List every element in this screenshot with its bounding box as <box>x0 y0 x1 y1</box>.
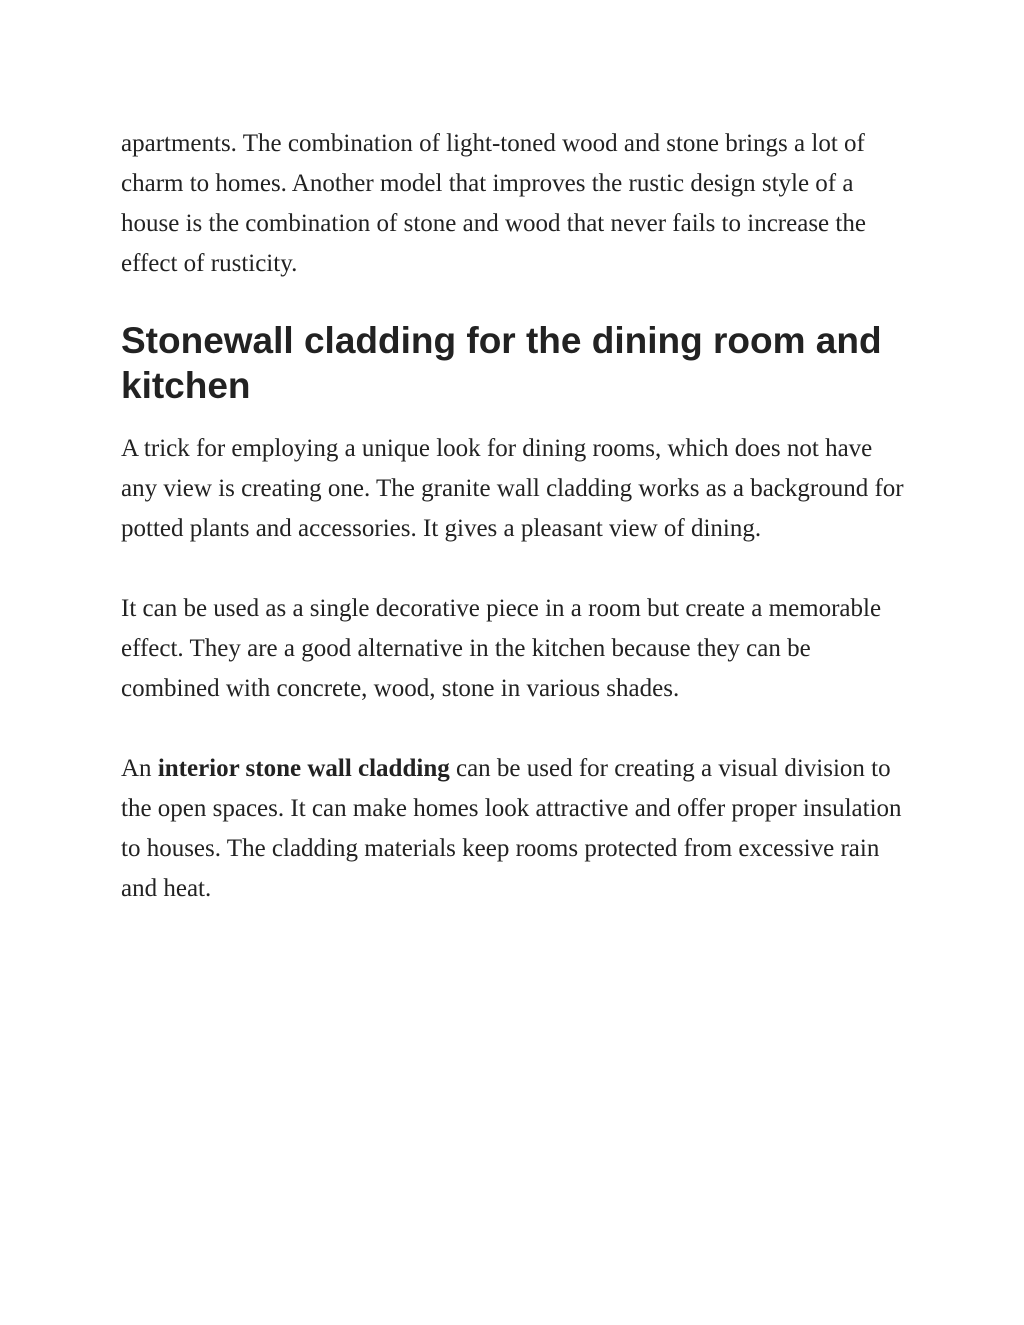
bold-keyword: interior stone wall cladding <box>157 755 450 782</box>
intro-paragraph: apartments. The combination of light-toned wood and stone brings a lot of charm to homes. Another model that improves the rustic design style of a house is the combination of stone and wood that never fails to increase the effect of rusticity. <box>121 130 866 277</box>
paragraph-lead-text: An <box>121 755 158 782</box>
paragraph-kitchen: It can be used as a single decorative piece in a room but create a memorable effect. They are a good alternative in the kitchen because they can be combined with concrete, wood, stone in various shades. <box>121 595 882 702</box>
paragraph-dining-rooms: A trick for employing a unique look for dining rooms, which does not have any view is creating one. The granite wall cladding works as a background for potted plants and accessories. It gives a pleasant view of dining. <box>121 435 904 542</box>
paragraph-interior-cladding <box>121 749 911 909</box>
document-page <box>121 124 911 909</box>
section-heading: Stonewall cladding for the dining room and kitchen <box>121 320 882 406</box>
paragraph-rest-text: can be used for creating a visual division to the open spaces. It can make homes look attractive and offer proper insulation to houses. The cladding materials keep rooms protected from excessive rain and heat. <box>121 755 902 902</box>
